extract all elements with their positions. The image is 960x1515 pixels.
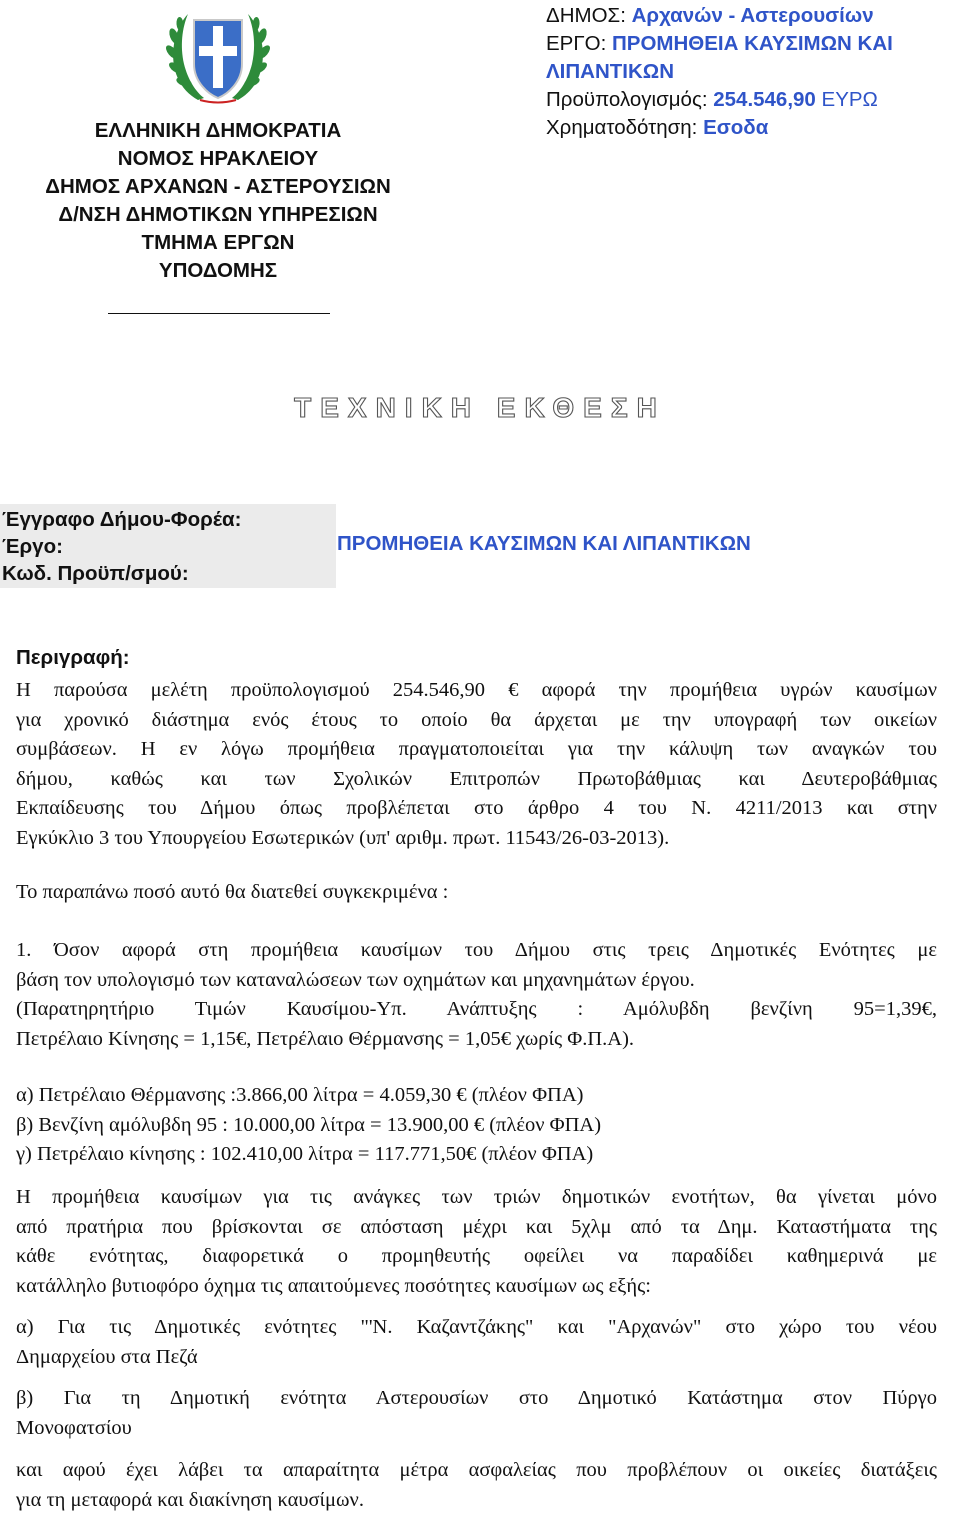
description-paragraph-5 <box>16 1313 937 1372</box>
document-title: ΤΕΧΝΙΚΗ ΕΚΘΕΣΗ <box>294 392 666 423</box>
description-paragraph-1 <box>16 676 937 854</box>
list-item: α) Πετρέλαιο Θέρμανσης :3.866,00 λίτρα = 4.059,30 € (πλέον ΦΠΑ) <box>16 1084 584 1106</box>
coat-of-arms-emblem <box>160 6 276 106</box>
description-paragraph-7 <box>16 1456 937 1515</box>
funding-value: Εσοδα <box>703 116 769 139</box>
project-line <box>546 30 960 58</box>
description-paragraph-2: Το παραπάνω ποσό αυτό θα διατεθεί συγκεκριμένα : <box>16 881 449 903</box>
project-value-continued: ΛΙΠΑΝΤΙΚΩΝ <box>546 60 675 83</box>
label-budget-code: Κωδ. Προϋπ/σμού: <box>2 562 189 585</box>
project-info-header <box>546 2 960 142</box>
fuel-quantities-list <box>16 1081 937 1170</box>
funding-line <box>546 114 960 142</box>
paragraph-line: και αφού έχει λάβει τα απαραίτητα μέτρα ασφαλείας που προβλέπουν οι οικείες διατάξεις <box>16 1459 937 1481</box>
paragraph-line: Η προμήθεια καυσίμων για τις ανάγκες των τριών δημοτικών ενοτήτων, θα γίνεται μόνο <box>16 1186 937 1208</box>
paragraph-line: 1. Όσον αφορά στη προμήθεια καυσίμων του Δήμου στις τρεις Δημοτικές Ενότητες με <box>16 939 937 961</box>
budget-value: 254.546,90 <box>713 88 816 111</box>
paragraph-line: για τη μεταφορά και διακίνηση καυσίμων. <box>16 1488 364 1511</box>
budget-label: Προϋπολογισμός: <box>546 88 714 111</box>
paragraph-line: για χρονικό διάστημα ενός έτους το οποίο θα άρχεται με την υπογραφή των οικείων <box>16 708 937 731</box>
label-document: Έγγραφο Δήμου-Φορέα: <box>2 508 242 531</box>
description-paragraph-4 <box>16 1183 937 1301</box>
issuing-authority-header <box>0 117 436 285</box>
paragraph-line: α) Για τις Δημοτικές ενότητες "'Ν. Καζαντζάκης" και "Αρχανών" στο χώρο του νέου <box>16 1316 937 1338</box>
description-paragraph-3 <box>16 936 937 1054</box>
municipality-label: ΔΗΜΟΣ: <box>546 4 632 27</box>
header-divider <box>108 313 330 314</box>
paragraph-line: (Παρατηρητήριο Τιμών Καυσίμου-Υπ. Ανάπτυξης : Αμόλυβδη βενζίνη 95=1,39€, <box>16 998 937 1021</box>
paragraph-line: Μονοφατσίου <box>16 1416 132 1439</box>
project-name: ΠΡΟΜΗΘΕΙΑ ΚΑΥΣΙΜΩΝ ΚΑΙ ΛΙΠΑΝΤΙΚΩΝ <box>337 532 751 555</box>
funding-label: Χρηματοδότηση: <box>546 116 704 139</box>
paragraph-line: κάθε ενότητας, διαφορετικά ο προμηθευτής οφείλει να παραδίδει καθημερινά με <box>16 1245 937 1268</box>
header-line-department: ΤΜΗΜΑ ΕΡΓΩΝ <box>141 231 295 254</box>
paragraph-line: Πετρέλαιο Κίνησης = 1,15€, Πετρέλαιο Θέρμανσης = 1,05€ χωρίς Φ.Π.Α). <box>16 1027 635 1050</box>
label-project: Έργο: <box>2 535 63 558</box>
paragraph-line: β) Για τη Δημοτική ενότητα Αστερουσίων στο Δημοτικό Κατάστημα στον Πύργο <box>16 1387 937 1409</box>
header-line-prefecture: ΝΟΜΟΣ ΗΡΑΚΛΕΙΟΥ <box>117 147 319 170</box>
paragraph-line: συμβάσεων. Η εν λόγω προμήθεια πραγματοποιείται για την κάλυψη των αναγκών του <box>16 738 937 761</box>
header-line-directorate: Δ/ΝΣΗ ΔΗΜΟΤΙΚΩΝ ΥΠΗΡΕΣΙΩΝ <box>58 203 378 226</box>
header-line-republic: ΕΛΛΗΝΙΚΗ ΔΗΜΟΚΡΑΤΙΑ <box>94 119 342 142</box>
paragraph-line: δήμου, καθώς και των Σχολικών Επιτροπών Πρωτοβάθμιας και Δευτεροβάθμιας <box>16 767 937 790</box>
list-item: γ) Πετρέλαιο κίνησης : 102.410,00 λίτρα = 117.771,50€ (πλέον ΦΠΑ) <box>16 1143 594 1166</box>
municipality-value: Αρχανών - Αστερουσίων <box>631 4 874 27</box>
paragraph-line: Εκπαίδευσης του Δήμου όπως προβλέπεται στο άρθρο 4 του Ν. 4211/2013 και στην <box>16 797 937 820</box>
header-line-municipality: ΔΗΜΟΣ ΑΡΧΑΝΩΝ - ΑΣΤΕΡΟΥΣΙΩΝ <box>45 175 391 198</box>
description-paragraph-6 <box>16 1384 937 1443</box>
budget-currency: ΕΥΡΩ <box>815 88 878 111</box>
paragraph-line: Η παρούσα μελέτη προϋπολογισμού 254.546,90 € αφορά την προμήθεια υγρών καυσίμων <box>16 679 937 701</box>
paragraph-line: από πρατήρια που βρίσκονται σε απόσταση μέχρι και 5χλμ από τα Δημ. Καταστήματα της <box>16 1215 937 1238</box>
municipality-line <box>546 2 960 30</box>
project-value: ΠΡΟΜΗΘΕΙΑ ΚΑΥΣΙΜΩΝ ΚΑΙ <box>611 32 893 55</box>
paragraph-line: Εγκύκλιο 3 του Υπουργείου Εσωτερικών (υπ' αριθμ. πρωτ. 11543/26-03-2013). <box>16 826 670 849</box>
description-heading: Περιγραφή: <box>16 646 130 669</box>
budget-line <box>546 86 960 114</box>
project-label: ΕΡΓΟ: <box>546 32 612 55</box>
paragraph-line: Δημαρχείου στα Πεζά <box>16 1345 198 1368</box>
document-labels-box <box>0 504 336 588</box>
paragraph-line: κατάλληλο βυτιοφόρο όχημα τις απαιτούμενες ποσότητες καυσίμων ως εξής: <box>16 1274 651 1297</box>
paragraph-line: βάση τον υπολογισμό των καταναλώσεων των οχημάτων και μηχανημάτων έργου. <box>16 968 695 991</box>
header-line-infrastructure: ΥΠΟΔΟΜΗΣ <box>158 259 278 282</box>
list-item: β) Βενζίνη αμόλυβδη 95 : 10.000,00 λίτρα = 13.900,00 € (πλέον ΦΠΑ) <box>16 1113 602 1136</box>
